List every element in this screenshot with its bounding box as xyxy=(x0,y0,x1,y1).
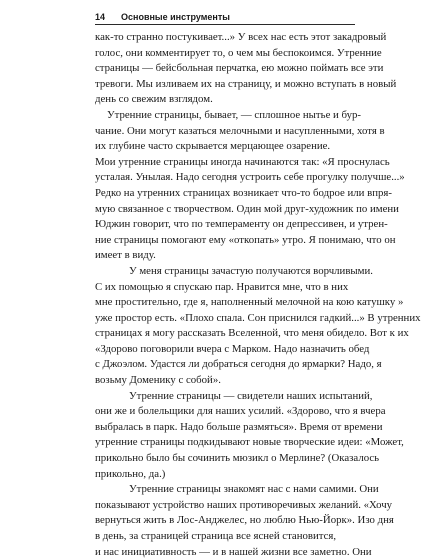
text-line: тревоги. Мы изливаем их на страницу, и можно вступать в новый xyxy=(95,77,397,90)
text-line: имеет в виду. xyxy=(95,249,156,262)
text-line: Мои утренние страницы иногда начинаются так: «Я проснулась xyxy=(95,155,390,168)
text-line: выбралась в парк. Надо больше размяться». Время от времени xyxy=(95,420,383,433)
text-line: усталая. Унылая. Надо сегодня устроить себе прогулку получше...» xyxy=(95,171,405,184)
text-line: «Здорово поговорили вчера с Марком. Надо назначить обед xyxy=(95,342,370,355)
text-line: У меня страницы зачастую получаются ворчливыми. xyxy=(129,264,373,277)
text-line: С их помощью я спускаю пар. Нравится мне, что в них xyxy=(95,280,349,293)
text-line: и нас инициативность — и в нашей жизни все заметно. Они xyxy=(95,545,372,558)
text-line: Юджин говорит, что по темпераменту он депрессивен, и утрен- xyxy=(95,218,388,231)
text-line: мне простительно, где я, наполненный мелочной на кою катушку » xyxy=(95,296,404,309)
text-line: ние страницы помогают ему «откопать» утро. Я понимаю, что он xyxy=(95,233,396,246)
text-line: показывают устройство наших противоречивых желаний. «Хочу xyxy=(95,498,393,511)
text-line: страницах я могу рассказать Вселенной, что меня обидело. Вот к их xyxy=(95,327,409,340)
text-line: их глубине часто скрывается мерцающее озарение. xyxy=(95,140,331,153)
text-line: день со свежим взглядом. xyxy=(95,93,213,106)
body-text xyxy=(95,30,421,558)
text-line: голос, они комментирует то, о чем мы беспокоимся. Утренние xyxy=(95,46,382,59)
text-line: как-то странно постукивает...» У всех нас есть этот закадровый xyxy=(95,31,387,43)
text-line: чание. Они могут казаться мелочными и насупленными, хотя в xyxy=(95,124,385,137)
text-line: прикольно было бы сочинить мюзикл о Мерлине? (Оказалось xyxy=(95,452,380,465)
text-line: возьму Доменику с собой». xyxy=(95,374,221,387)
header-rule xyxy=(95,24,355,25)
page-number: 14 xyxy=(95,12,106,22)
text-line: Утренние страницы — свидетели наших испытаний, xyxy=(129,389,373,402)
text-line: мую связанное с творчеством. Один мой друг-художник по имени xyxy=(95,202,399,215)
text-line: они же и болельщики для наших усилий. «Здорово, что я вчера xyxy=(95,405,386,418)
text-line: прикольно, да.) xyxy=(95,467,166,480)
text-line: Утренние страницы знакомят нас с нами самими. Они xyxy=(129,483,379,496)
text-line: в день, за страницей страница все ясней становится, xyxy=(95,530,337,542)
text-line: Редко на утренних страницах возникает что-то бодрое или впря- xyxy=(95,186,392,199)
text-line: вернуться жить в Лос-Анджелес, но люблю Нью-Йорк». Изо дня xyxy=(95,514,394,527)
section-title: Основные инструменты xyxy=(121,12,230,22)
text-line: с Джоэлом. Удастся ли добраться сегодня до ярмарки? Надо, я xyxy=(95,358,382,371)
text-line: Утренние страницы, бывает, — сплошное нытье и бур- xyxy=(107,108,362,121)
text-line: уже простор есть. «Плохо спала. Сон приснился гадкий...» В утренних xyxy=(95,311,421,324)
text-line: утренние страницы подкидывают новые творческие идеи: «Может, xyxy=(95,436,404,449)
text-line: страницы — бейсбольная перчатка, ею можно поймать все эти xyxy=(95,62,384,75)
